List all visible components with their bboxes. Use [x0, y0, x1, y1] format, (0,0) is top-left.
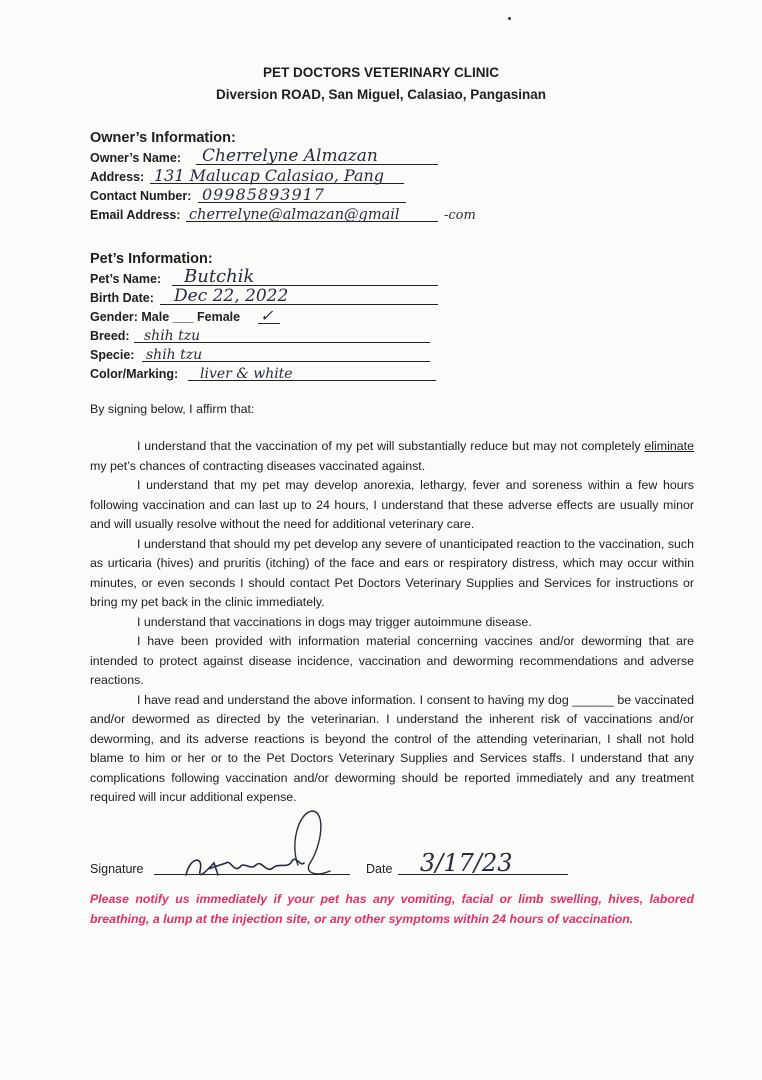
email-suffix: -com — [444, 208, 476, 223]
color-marking-value: liver & white — [200, 366, 293, 382]
owner-address-field[interactable] — [90, 166, 440, 186]
owner-name-label: Owner’s Name: — [90, 151, 182, 165]
breed-field[interactable] — [90, 325, 440, 345]
birth-date-value: Dec 22, 2022 — [174, 286, 289, 306]
pet-section-heading: Pet’s Information: — [90, 251, 213, 267]
owner-name-field[interactable] — [90, 147, 440, 167]
owner-section-heading: Owner’s Information: — [90, 130, 236, 146]
birth-date-field[interactable] — [90, 287, 440, 307]
specie-field[interactable] — [90, 344, 440, 364]
clinic-address: Diversion ROAD, San Miguel, Calasiao, Pangasinan — [215, 87, 547, 102]
consent-intro: By signing below, I affirm that: — [90, 402, 255, 416]
pet-name-label: Pet’s Name: — [90, 272, 162, 286]
contact-number-field[interactable] — [90, 185, 440, 205]
consent-paragraph-1 — [90, 437, 694, 476]
signature-label: Signature — [90, 862, 144, 876]
color-marking-field[interactable] — [90, 363, 440, 383]
email-value: cherrelyne@almazan@gmail — [189, 207, 400, 223]
post-vaccination-notice: Please notify us immediately if your pet has any vomiting, facial or limb swelling, hives, labored breathing, a lump at the injection site, or any other symptoms within 24 hours of vaccination. — [90, 892, 694, 926]
gender-label: Gender: Male ___ Female — [90, 310, 241, 324]
consent-p1-underlined: eliminate — [644, 439, 694, 453]
birth-date-label: Birth Date: — [90, 291, 154, 305]
handwritten-signature — [180, 805, 370, 895]
owner-address-label: Address: — [90, 170, 145, 184]
gender-check-mark: ✓ — [260, 306, 274, 325]
gender-field[interactable] — [90, 306, 290, 326]
date-value: 3/17/23 — [420, 849, 513, 877]
consent-paragraph-2: I understand that my pet may develop anorexia, lethargy, fever and soreness within a few hours following vaccination and can last up to 24 hours, I understand that these adverse effects are usually minor and will usually resolve without the need for additional veterinary care. — [90, 478, 694, 531]
contact-number-value: 09985893917 — [202, 185, 325, 204]
date-label: Date — [366, 862, 393, 876]
consent-p1-start: I understand that the vaccination of my pet will substantially reduce but may not completely — [137, 439, 645, 453]
specie-value: shih tzu — [146, 347, 203, 363]
consent-body — [90, 437, 694, 808]
consent-paragraph-3: I understand that should my pet develop any severe of unanticipated reaction to the vaccination, such as urticaria (hives) and pruritis (itching) of the face and ears or respiratory distress, which may occur within minutes, or even seconds I should contact Pet Doctors Veterinary Supplies and Services for instructions or bring my pet back in the clinic immediately. — [90, 536, 694, 609]
specie-label: Specie: — [90, 348, 135, 362]
owner-address-value: 131 Malucap Calasiao, Pang — [154, 166, 385, 185]
breed-value: shih tzu — [144, 328, 201, 344]
consent-p1-end: my pet’s chances of contracting diseases vaccinated against. — [90, 458, 426, 473]
consent-paragraph-6: I have read and understand the above information. I consent to having my dog ______ be vaccinated and/or dewormed as directed by the veterinarian. I understand the inherent risk of vaccinations and/or deworming, and its adverse reactions is beyond the control of the attending veterinarian, I shall not hold blame to him or her or to the Pet Doctors Veterinary Supplies and Services staffs. I understand that any complications following vaccination and/or deworming should be reported immediately and any treatment required will incur additional expense. — [90, 692, 694, 804]
email-field[interactable] — [90, 204, 510, 224]
consent-paragraph-4: I understand that vaccinations in dogs may trigger autoimmune disease. — [137, 614, 532, 629]
consent-paragraph-5: I have been provided with information material concerning vaccines and/or deworming that are intended to protect against disease incidence, vaccination and deworming recommendations and adverse reactions. — [90, 634, 694, 687]
email-label: Email Address: — [90, 208, 181, 222]
owner-name-value: Cherrelyne Almazan — [202, 146, 378, 166]
contact-number-label: Contact Number: — [90, 189, 192, 203]
pet-name-field[interactable] — [90, 268, 440, 288]
color-marking-label: Color/Marking: — [90, 367, 179, 381]
pet-name-value: Butchik — [184, 266, 255, 287]
breed-label: Breed: — [90, 329, 130, 343]
speck — [508, 17, 511, 20]
clinic-name: PET DOCTORS VETERINARY CLINIC — [262, 65, 500, 80]
